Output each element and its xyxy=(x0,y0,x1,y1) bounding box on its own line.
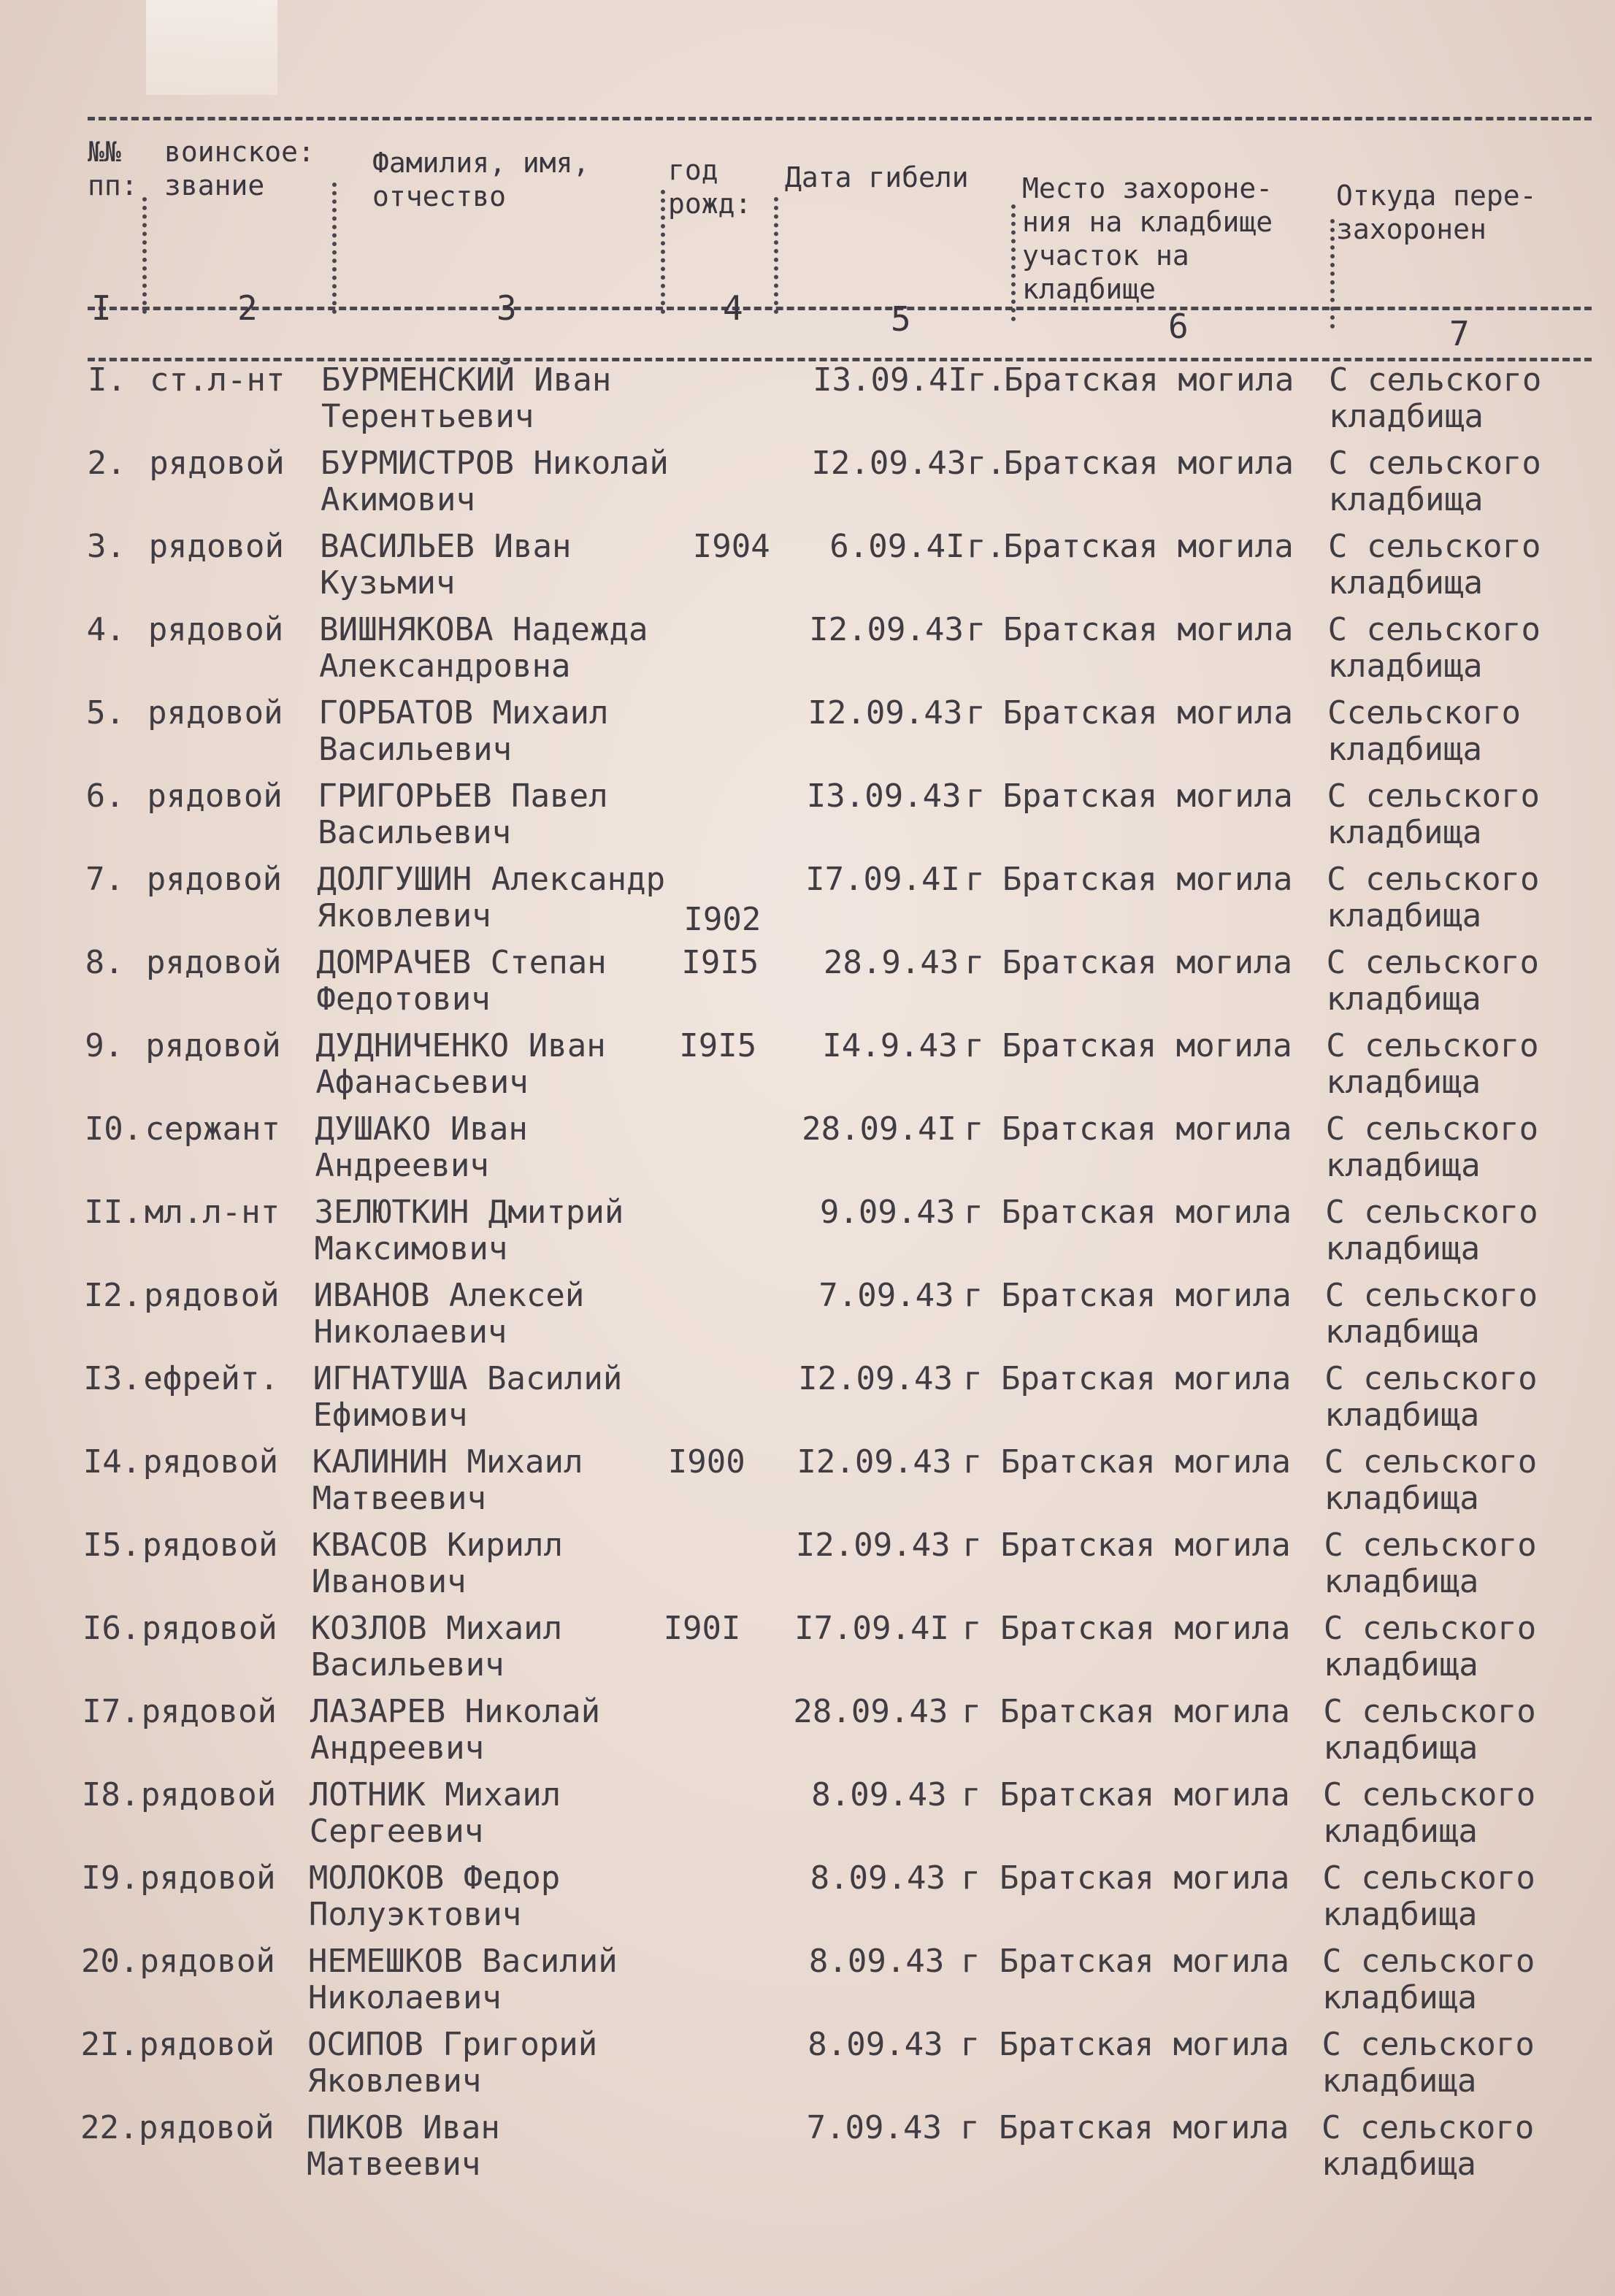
row-burial-place: Братская могила xyxy=(1001,1277,1292,1314)
row-patronymic: Матвеевич xyxy=(307,2146,481,2183)
row-patronymic: Александровна xyxy=(319,648,571,685)
row-origin: С сельского xyxy=(1324,1277,1538,1314)
row-number: I8. xyxy=(81,1776,140,1813)
row-number: 4. xyxy=(86,611,126,648)
row-surname-name: ДОЛГУШИН Александр xyxy=(317,861,666,898)
row-city-marker: г xyxy=(960,2026,980,2063)
row-city-marker: г xyxy=(960,1943,981,1980)
header-col-number: №№ пп: xyxy=(88,136,138,201)
row-death-date: 28.09.43 xyxy=(793,1693,948,1730)
row-death-date: I2.09.43 xyxy=(808,694,963,732)
row-death-date: 8.09.43 xyxy=(808,2026,943,2063)
row-rank: рядовой xyxy=(147,611,284,648)
row-city-marker: г xyxy=(961,1776,981,1813)
row-burial-place: Братская могила xyxy=(1002,861,1293,898)
row-birth-year: I9I5 xyxy=(679,1027,757,1064)
row-patronymic: Матвеевич xyxy=(312,1480,487,1517)
row-death-date: I7.09.4I xyxy=(794,1610,949,1647)
row-city-marker: г xyxy=(962,1527,982,1564)
row-number: I9. xyxy=(81,1859,139,1897)
row-origin: С сельского xyxy=(1322,1776,1536,1813)
row-death-date: I3.09.43 xyxy=(806,778,962,815)
row-rank: рядовой xyxy=(146,861,283,898)
row-burial-place: Братская могила xyxy=(1002,944,1293,981)
header-mid-rule xyxy=(88,307,1592,310)
row-city-marker: г. xyxy=(967,361,1006,399)
row-rank: рядовой xyxy=(140,1776,277,1813)
row-city-marker: г xyxy=(965,861,985,898)
row-number: 2I. xyxy=(80,2026,139,2063)
row-death-date: I2.09.43 xyxy=(797,1443,952,1481)
row-patronymic: Кузьмич xyxy=(320,564,456,602)
row-number: 6. xyxy=(85,778,125,815)
row-city-marker: г xyxy=(966,611,986,648)
row-number: I5. xyxy=(83,1527,141,1564)
row-origin: С сельского xyxy=(1321,2109,1535,2146)
row-origin-cont: кладбища xyxy=(1326,980,1481,1018)
row-death-date: I7.09.4I xyxy=(805,861,960,898)
row-surname-name: ПИКОВ Иван xyxy=(307,2109,500,2146)
column-number: 5 xyxy=(891,299,911,339)
row-city-marker: г xyxy=(962,1610,982,1647)
column-number: 2 xyxy=(237,288,258,328)
row-rank: рядовой xyxy=(147,694,283,732)
header-separator xyxy=(1011,204,1016,321)
row-origin-cont: кладбища xyxy=(1328,481,1484,518)
row-city-marker: г xyxy=(962,1693,981,1730)
row-death-date: 28.09.4I xyxy=(802,1110,956,1148)
row-burial-place: Братская могила xyxy=(1000,1610,1291,1647)
row-burial-place: Братская могила xyxy=(1001,1194,1292,1231)
row-origin-cont: кладбища xyxy=(1325,1230,1481,1267)
row-death-date: 7.09.43 xyxy=(806,2109,942,2146)
row-rank: рядовой xyxy=(144,1277,280,1314)
row-surname-name: МОЛОКОВ Федор xyxy=(308,1859,561,1897)
header-separator xyxy=(332,183,337,314)
row-number: 22. xyxy=(80,2109,139,2146)
row-city-marker: г xyxy=(961,1859,981,1897)
row-number: II. xyxy=(84,1194,142,1231)
row-rank: рядовой xyxy=(142,1610,277,1647)
row-surname-name: ЛОТНИК Михаил xyxy=(309,1776,561,1813)
row-burial-place: Братская могила xyxy=(1003,445,1294,482)
row-patronymic: Афанасьевич xyxy=(315,1064,529,1101)
row-patronymic: Яковлевич xyxy=(317,897,491,934)
row-city-marker: г. xyxy=(967,445,1006,482)
row-number: 3. xyxy=(87,528,126,565)
row-origin: С сельского xyxy=(1324,1527,1537,1564)
row-origin-cont: кладбища xyxy=(1322,1813,1478,1850)
row-origin-cont: кладбища xyxy=(1324,1313,1480,1351)
row-birth-year: I9I5 xyxy=(681,944,759,981)
row-patronymic: Васильевич xyxy=(310,1646,505,1683)
header-col-death-date: Дата гибели xyxy=(785,161,969,193)
row-birth-year: I902 xyxy=(683,901,762,938)
row-rank: рядовой xyxy=(147,778,283,815)
row-origin: С сельского xyxy=(1326,1027,1539,1064)
row-burial-place: Братская могила xyxy=(1002,1110,1292,1148)
row-surname-name: ЗЕЛЮТКИН Дмитрий xyxy=(314,1194,624,1231)
row-city-marker: г. xyxy=(967,528,1006,565)
row-patronymic: Николаевич xyxy=(313,1313,507,1351)
row-patronymic: Максимович xyxy=(314,1230,508,1267)
row-surname-name: ДУДНИЧЕНКО Иван xyxy=(315,1027,606,1064)
row-city-marker: г xyxy=(964,1027,984,1064)
row-surname-name: ДОМРАЧЕВ Степан xyxy=(316,944,607,981)
row-number: 2. xyxy=(87,445,126,482)
row-surname-name: ИВАНОВ Алексей xyxy=(313,1277,585,1314)
row-origin-cont: кладбища xyxy=(1323,1646,1478,1683)
row-origin: С сельского xyxy=(1327,778,1541,815)
row-surname-name: ОСИПОВ Григорий xyxy=(307,2026,598,2063)
row-rank: рядовой xyxy=(140,1859,276,1897)
row-number: I4. xyxy=(83,1443,142,1481)
row-city-marker: г xyxy=(963,1277,983,1314)
row-surname-name: КВАСОВ Кирилл xyxy=(311,1527,564,1564)
row-surname-name: ДУШАКО Иван xyxy=(315,1110,528,1148)
header-col-burial-place: Место захороне- ния на кладбище участок на кладбище xyxy=(1022,172,1273,305)
row-patronymic: Акимович xyxy=(321,481,475,518)
row-origin-cont: кладбища xyxy=(1327,648,1483,685)
row-patronymic: Яковлевич xyxy=(307,2062,482,2100)
row-rank: рядовой xyxy=(145,1027,281,1064)
row-origin: С сельского xyxy=(1329,361,1542,399)
row-rank: ефрейт. xyxy=(143,1360,279,1397)
row-rank: рядовой xyxy=(142,1443,279,1481)
row-rank: рядовой xyxy=(141,1693,277,1730)
row-patronymic: Полуэктович xyxy=(308,1896,522,1933)
row-death-date: 8.09.43 xyxy=(808,1943,945,1980)
row-number: 8. xyxy=(85,944,124,981)
row-patronymic: Васильевич xyxy=(318,814,512,851)
row-origin: С сельского xyxy=(1324,1360,1538,1397)
row-burial-place: Братская могила xyxy=(1002,694,1294,732)
row-rank: рядовой xyxy=(139,2026,275,2063)
row-surname-name: БУРМИСТРОВ Николай xyxy=(321,445,669,482)
row-city-marker: г xyxy=(965,778,986,815)
row-patronymic: Андреевич xyxy=(310,1729,485,1767)
row-origin-cont: кладбища xyxy=(1326,1064,1481,1101)
row-origin: С сельского xyxy=(1325,1194,1538,1231)
row-origin-cont: кладбища xyxy=(1328,564,1483,602)
row-birth-year: I904 xyxy=(692,528,770,565)
row-surname-name: КОЗЛОВ Михаил xyxy=(310,1610,563,1647)
row-burial-place: Братская могила xyxy=(1004,361,1294,399)
row-city-marker: г xyxy=(966,694,986,732)
paper-fold xyxy=(146,0,277,95)
row-number: 20. xyxy=(80,1943,139,1980)
row-burial-place: Братская могила xyxy=(999,2026,1289,2063)
row-rank: рядовой xyxy=(146,944,282,981)
row-origin-cont: кладбища xyxy=(1324,1397,1480,1434)
row-number: I. xyxy=(88,361,126,399)
row-rank: рядовой xyxy=(139,1943,275,1980)
row-patronymic: Ефимович xyxy=(312,1397,468,1434)
row-burial-place: Братская могила xyxy=(999,2109,1289,2146)
row-surname-name: НЕМЕШКОВ Василий xyxy=(307,1943,618,1980)
header-separator xyxy=(142,197,147,314)
row-rank: мл.л-нт xyxy=(144,1194,280,1231)
row-origin-cont: кладбища xyxy=(1322,1896,1478,1933)
row-origin: С сельского xyxy=(1327,861,1540,898)
row-city-marker: г xyxy=(962,1443,983,1481)
row-origin-cont: кладбища xyxy=(1329,398,1484,435)
row-origin-cont: кладбища xyxy=(1321,2146,1476,2183)
row-burial-place: Братская могила xyxy=(1000,1527,1291,1564)
header-col-rank: воинское: звание xyxy=(164,136,315,201)
row-origin-cont: кладбища xyxy=(1321,2062,1477,2100)
row-origin: С сельского xyxy=(1323,1610,1537,1647)
row-number: I7. xyxy=(82,1693,140,1730)
row-surname-name: ИГНАТУША Василий xyxy=(312,1360,623,1397)
row-burial-place: Братская могила xyxy=(1003,611,1294,648)
row-rank: сержант xyxy=(145,1110,280,1148)
row-patronymic: Федотович xyxy=(316,980,491,1018)
row-city-marker: г xyxy=(964,944,985,981)
row-rank: рядовой xyxy=(149,445,285,482)
column-number: 3 xyxy=(496,288,517,328)
column-number: I xyxy=(91,288,112,328)
row-origin: С сельского xyxy=(1328,445,1541,482)
header-col-origin: Откуда пере- захоронен xyxy=(1336,180,1537,245)
column-number: 6 xyxy=(1168,307,1189,346)
row-origin: С сельского xyxy=(1322,1859,1535,1897)
row-origin-cont: кладбища xyxy=(1327,897,1482,934)
row-rank: ст.л-нт xyxy=(150,361,285,399)
row-origin-cont: кладбища xyxy=(1324,1480,1479,1517)
row-origin: Ссельского xyxy=(1327,694,1521,732)
row-number: I3. xyxy=(83,1360,142,1397)
row-burial-place: Братская могила xyxy=(1001,1360,1292,1397)
row-death-date: I2.09.43 xyxy=(795,1527,951,1564)
row-patronymic: Васильевич xyxy=(318,731,513,768)
row-surname-name: ЛАЗАРЕВ Николай xyxy=(310,1693,601,1730)
row-surname-name: КАЛИНИН Михаил xyxy=(312,1443,583,1481)
row-patronymic: Андреевич xyxy=(315,1147,489,1184)
row-birth-year: I90I xyxy=(663,1610,741,1647)
row-origin-cont: кладбища xyxy=(1327,731,1483,768)
row-death-date: 8.09.43 xyxy=(810,1859,945,1897)
header-col-name: Фамилия, имя, отчество xyxy=(372,147,590,212)
row-patronymic: Иванович xyxy=(311,1563,467,1600)
row-patronymic: Николаевич xyxy=(307,1979,502,2016)
row-origin: С сельского xyxy=(1323,1693,1536,1730)
row-death-date: 8.09.43 xyxy=(811,1776,947,1813)
row-city-marker: г xyxy=(963,1360,983,1397)
row-rank: рядовой xyxy=(148,528,284,565)
header-col-birth-year: год рожд: xyxy=(668,154,752,220)
row-burial-place: Братская могила xyxy=(1002,778,1293,815)
row-patronymic: Сергеевич xyxy=(309,1813,484,1850)
header-separator xyxy=(661,190,665,314)
row-burial-place: Братская могила xyxy=(1000,1693,1291,1730)
row-number: I0. xyxy=(84,1110,143,1148)
row-number: 9. xyxy=(85,1027,124,1064)
row-death-date: I3.09.4I xyxy=(813,361,967,399)
row-surname-name: ГОРБАТОВ Михаил xyxy=(318,694,609,732)
header-separator xyxy=(774,197,778,314)
row-surname-name: БУРМЕНСКИЙ Иван xyxy=(321,361,612,399)
row-burial-place: Братская могила xyxy=(1000,1859,1290,1897)
row-origin: С сельского xyxy=(1321,2026,1535,2063)
row-city-marker: г xyxy=(964,1194,983,1231)
row-origin: С сельского xyxy=(1325,1110,1539,1148)
row-rank: рядовой xyxy=(142,1527,278,1564)
row-origin-cont: кладбища xyxy=(1325,1147,1481,1184)
row-origin-cont: кладбища xyxy=(1323,1729,1478,1767)
row-death-date: 6.09.4I xyxy=(829,528,965,565)
row-birth-year: I900 xyxy=(667,1443,745,1481)
row-city-marker: г xyxy=(960,2109,980,2146)
header-separator xyxy=(1330,219,1335,329)
row-number: I2. xyxy=(83,1277,142,1314)
row-death-date: 7.09.43 xyxy=(818,1277,954,1314)
row-death-date: I2.09.43 xyxy=(811,445,967,482)
row-number: 7. xyxy=(85,861,125,898)
row-burial-place: Братская могила xyxy=(1000,1776,1290,1813)
row-patronymic: Терентьевич xyxy=(321,398,534,435)
row-origin: С сельского xyxy=(1324,1443,1538,1481)
row-origin: С сельского xyxy=(1326,944,1540,981)
row-death-date: 28.9.43 xyxy=(823,944,959,981)
row-burial-place: Братская могила xyxy=(999,1943,1290,1980)
row-city-marker: г xyxy=(964,1110,984,1148)
row-origin: С сельского xyxy=(1327,611,1541,648)
header-top-rule xyxy=(88,117,1592,120)
row-surname-name: ВИШНЯКОВА Надежда xyxy=(319,611,648,648)
row-number: 5. xyxy=(86,694,126,732)
column-number: 7 xyxy=(1449,314,1470,353)
row-death-date: I4.9.43 xyxy=(822,1027,958,1064)
row-death-date: I2.09.43 xyxy=(809,611,964,648)
row-surname-name: ВАСИЛЬЕВ Иван xyxy=(320,528,572,565)
row-surname-name: ГРИГОРЬЕВ Павел xyxy=(318,778,608,815)
row-origin-cont: кладбища xyxy=(1324,1563,1479,1600)
row-origin: С сельского xyxy=(1321,1943,1535,1980)
row-origin-cont: кладбища xyxy=(1327,814,1482,851)
row-death-date: 9.09.43 xyxy=(819,1194,956,1231)
row-death-date: I2.09.43 xyxy=(798,1360,953,1397)
column-number: 4 xyxy=(723,288,743,328)
row-origin: С сельского xyxy=(1328,528,1541,565)
row-burial-place: Братская могила xyxy=(1003,528,1294,565)
row-number: I6. xyxy=(82,1610,141,1647)
row-burial-place: Братская могила xyxy=(1002,1027,1292,1064)
row-rank: рядовой xyxy=(139,2109,275,2146)
row-origin-cont: кладбища xyxy=(1321,1979,1477,2016)
row-burial-place: Братская могила xyxy=(1000,1443,1292,1481)
